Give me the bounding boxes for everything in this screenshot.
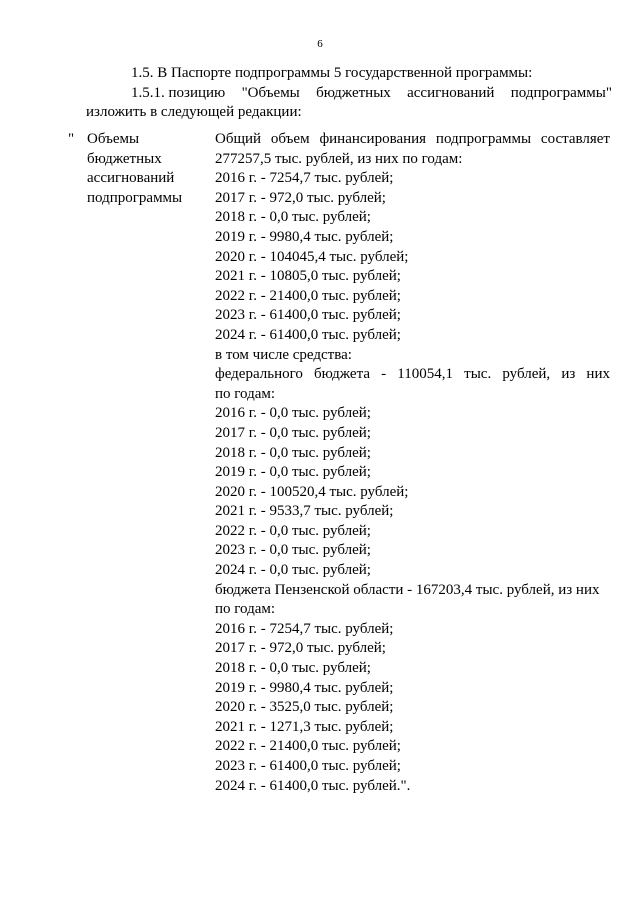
year-line: 2022 г. - 21400,0 тыс. рублей;	[215, 738, 401, 755]
federal-word: бюджета	[314, 366, 370, 383]
federal-word: федерального	[215, 366, 303, 383]
year-line: 2018 г. - 0,0 тыс. рублей;	[215, 444, 371, 461]
regional-by-years-line: по годам:	[215, 601, 276, 618]
regional-intro: бюджета Пензенской области - 167203,4 тыс. рублей, из них	[215, 581, 600, 598]
subsection-word: 1.5.1. позицию	[131, 85, 226, 101]
total-amount-line: 277257,5 тыс. рублей, из них по годам:	[215, 150, 463, 167]
federal-word: из	[561, 366, 576, 383]
federal-word: тыс.	[464, 366, 492, 383]
year-line: 2019 г. - 9980,4 тыс. рублей;	[215, 228, 394, 245]
year-line: 2017 г. - 0,0 тыс. рублей;	[215, 424, 371, 441]
subsection-word: "Объемы	[241, 85, 300, 101]
total-intro-word: объем	[270, 131, 310, 147]
total-intro-word: Общий	[215, 131, 262, 147]
label-line: бюджетных	[87, 150, 162, 167]
year-line: 2020 г. - 3525,0 тыс. рублей;	[215, 699, 394, 716]
open-quote: "	[68, 131, 75, 147]
year-line: 2024 г. - 0,0 тыс. рублей;	[215, 562, 371, 579]
label-line: ассигнований	[87, 170, 175, 187]
subsection-word: ассигнований	[407, 85, 495, 101]
year-line: 2022 г. - 0,0 тыс. рублей;	[215, 522, 371, 539]
total-intro-word: составляет	[540, 131, 610, 147]
federal-word: них	[586, 366, 610, 383]
subsection-word: бюджетных	[316, 85, 391, 101]
total-intro-word: подпрограммы	[435, 131, 532, 147]
page-number: 6	[317, 38, 323, 50]
total-intro-word: финансирования	[319, 131, 427, 147]
position-label	[87, 130, 197, 208]
federal-by-years-line: по годам:	[215, 385, 276, 402]
total-years-list	[215, 169, 610, 345]
total-intro	[215, 130, 610, 150]
year-line: 2020 г. - 104045,4 тыс. рублей;	[215, 248, 409, 265]
federal-years-list	[215, 404, 610, 580]
federal-word: 110054,1	[397, 366, 453, 383]
subsection-heading	[131, 84, 612, 104]
federal-word: -	[381, 366, 387, 383]
year-line: 2021 г. - 9533,7 тыс. рублей;	[215, 503, 394, 520]
regional-years-list	[215, 620, 610, 796]
year-line: 2019 г. - 0,0 тыс. рублей;	[215, 464, 371, 481]
year-line: 2016 г. - 0,0 тыс. рублей;	[215, 405, 371, 422]
label-line: Объемы	[87, 131, 140, 147]
federal-intro	[215, 365, 610, 385]
subsection-word: подпрограммы"	[510, 85, 612, 101]
funding-content	[215, 130, 610, 796]
year-line: 2018 г. - 0,0 тыс. рублей;	[215, 660, 371, 677]
year-line: 2017 г. - 972,0 тыс. рублей;	[215, 640, 386, 657]
including-line: в том числе средства:	[215, 346, 352, 363]
year-line: 2016 г. - 7254,7 тыс. рублей;	[215, 170, 394, 187]
federal-word: рублей,	[502, 366, 551, 383]
section-heading: 1.5. В Паспорте подпрограммы 5 государственной программы:	[131, 65, 533, 81]
year-line: 2024 г. - 61400,0 тыс. рублей.".	[215, 777, 411, 794]
year-line: 2021 г. - 1271,3 тыс. рублей;	[215, 718, 394, 735]
year-line: 2017 г. - 972,0 тыс. рублей;	[215, 189, 386, 206]
label-line: подпрограммы	[87, 189, 183, 206]
year-line: 2019 г. - 9980,4 тыс. рублей;	[215, 679, 394, 696]
year-line: 2022 г. - 21400,0 тыс. рублей;	[215, 287, 401, 304]
year-line: 2020 г. - 100520,4 тыс. рублей;	[215, 483, 409, 500]
year-line: 2023 г. - 61400,0 тыс. рублей;	[215, 758, 401, 774]
year-line: 2023 г. - 0,0 тыс. рублей;	[215, 542, 371, 559]
year-line: 2024 г. - 61400,0 тыс. рублей;	[215, 326, 401, 343]
year-line: 2021 г. - 10805,0 тыс. рублей;	[215, 268, 401, 285]
year-line: 2018 г. - 0,0 тыс. рублей;	[215, 209, 371, 226]
year-line: 2016 г. - 7254,7 тыс. рублей;	[215, 620, 394, 637]
year-line: 2023 г. - 61400,0 тыс. рублей;	[215, 307, 401, 324]
lead-text: изложить в следующей редакции:	[86, 104, 302, 120]
